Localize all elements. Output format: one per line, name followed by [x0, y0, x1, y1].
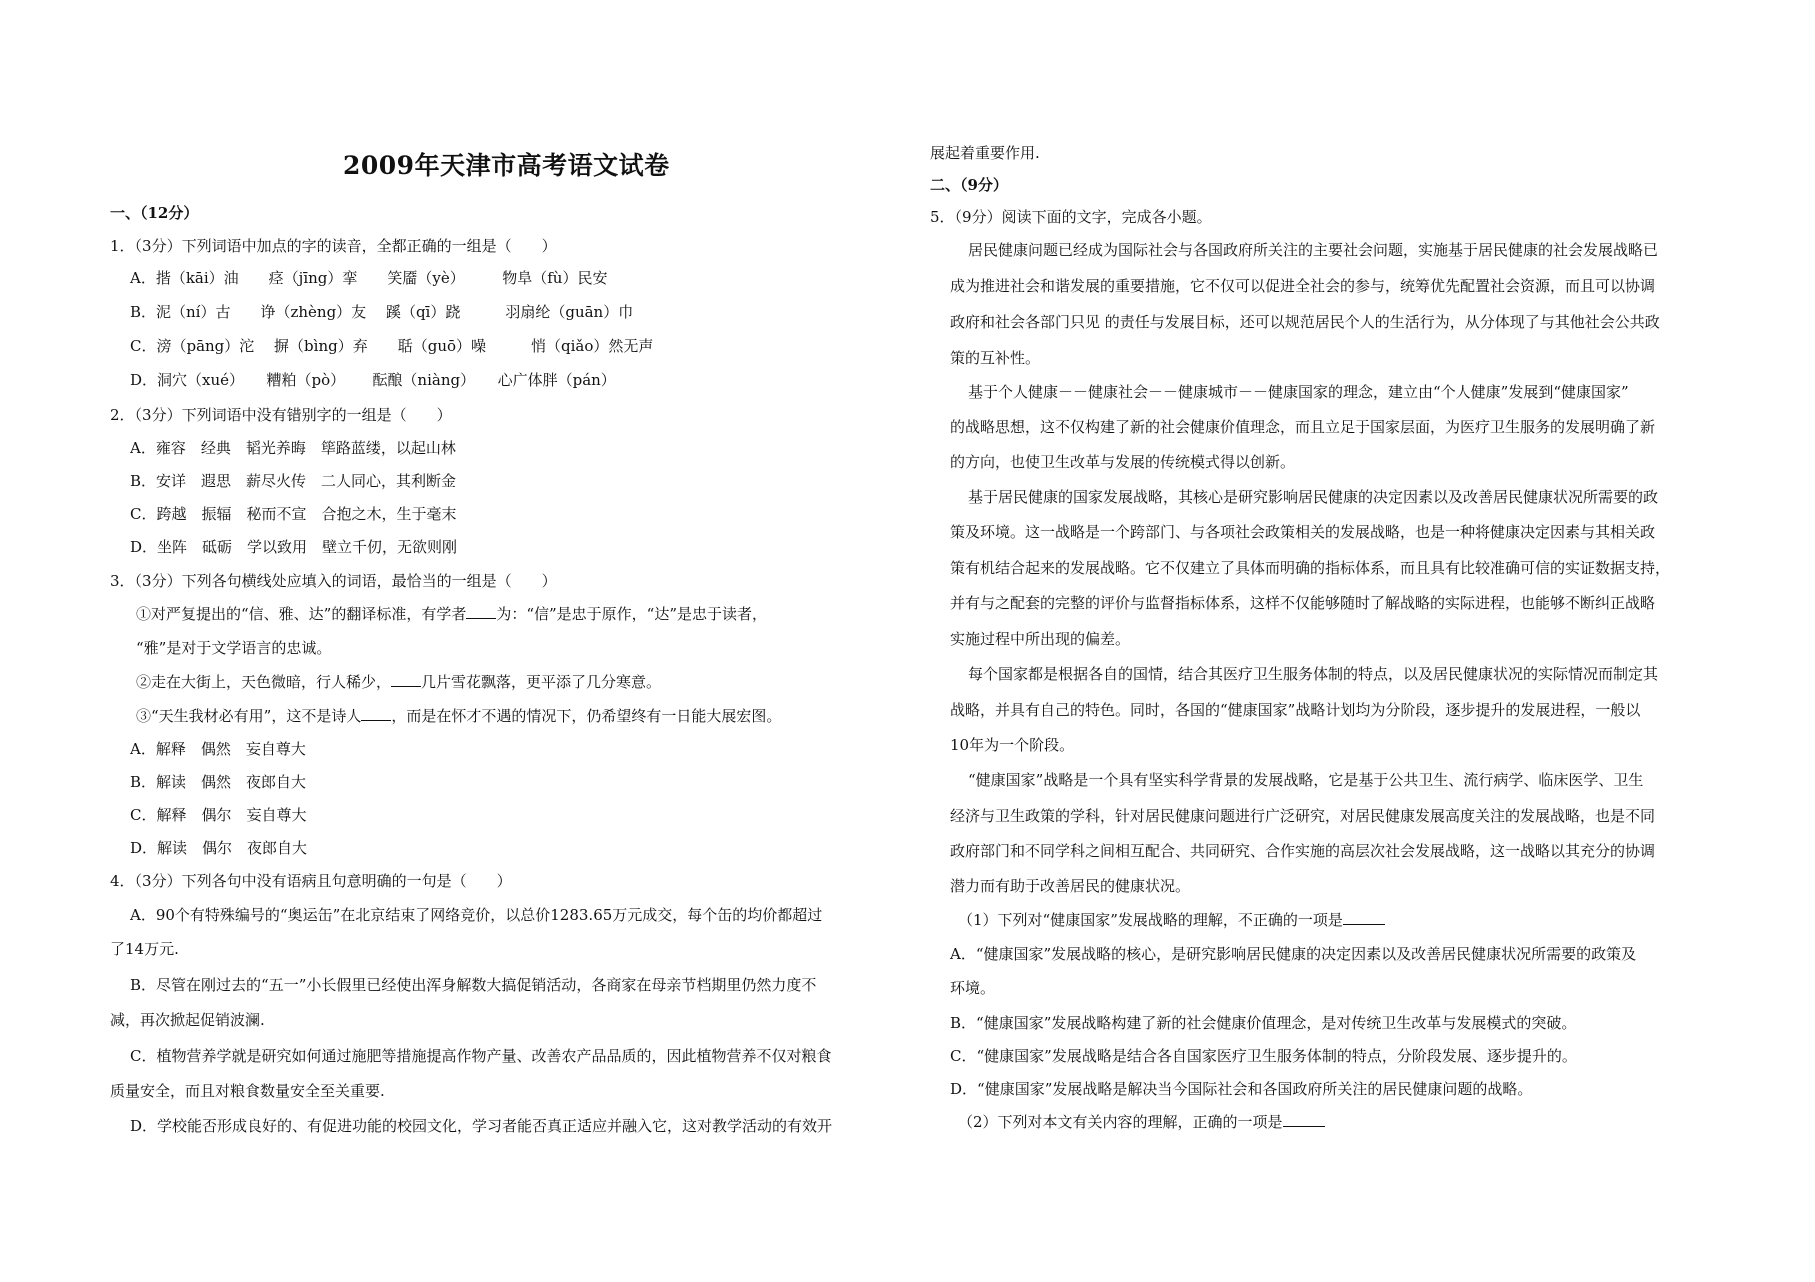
question-5-stem: 5．（9分）阅读下面的文字，完成各小题。: [930, 208, 1212, 226]
answer-blank-2: [1283, 1112, 1325, 1127]
answer-blank-1: [1343, 910, 1385, 925]
page-title: 2009年天津市高考语文试卷: [343, 151, 670, 180]
question-3-stem: 3．（3分）下列各句横线处应填入的词语，最恰当的一组是（ ）: [110, 572, 557, 590]
question-3-sentence-2: [136, 672, 661, 692]
sub-question-1-option-a-line-1: A．“健康国家”发展战略的核心，是研究影响居民健康的决定因素以及改善居民健康状况所需要的政策及: [950, 945, 1637, 963]
sub-question-1-text: （1）下列对“健康国家”发展战略的理解，不正确的一项是: [958, 911, 1343, 929]
passage-p4-line-1: 每个国家都是根据各自的国情，结合其医疗卫生服务体制的特点，以及居民健康状况的实际情况而制定其: [968, 665, 1659, 683]
question-3-option-d: D．解读 偶尔 夜郎自大: [130, 839, 308, 857]
question-4-option-b-line-2: 减，再次掀起促销波澜.: [110, 1011, 265, 1029]
passage-p3-line-4: 并有与之配套的完整的评价与监督指标体系，这样不仅能够随时了解战略的实际进程，也能够不断纠正战略: [950, 594, 1656, 612]
passage-p3-line-2: 策及环境。这一战略是一个跨部门、与各项社会政策相关的发展战略，也是一种将健康决定因素与其相关政: [950, 523, 1656, 541]
passage-p1-line-2: 成为推进社会和谐发展的重要措施，它不仅可以促进全社会的参与，统筹优先配置社会资源，而且可以协调: [950, 277, 1656, 295]
question-3-option-c: C．解释 偶尔 妄自尊大: [130, 806, 307, 824]
passage-p1-line-4: 策的互补性。: [950, 349, 1041, 367]
question-3-sentence-3: [136, 706, 781, 726]
section-heading-2: 二、（9分）: [930, 176, 1008, 194]
question-2-option-b: B．安详 遐思 薪尽火传 二人同心，其利断金: [130, 472, 457, 490]
sentence-2-before-blank: ②走在大街上，天色微暗，行人稀少，: [136, 673, 392, 691]
sub-question-1-option-b: B．“健康国家”发展战略构建了新的社会健康价值理念，是对传统卫生改革与发展模式的突破。: [950, 1014, 1577, 1032]
passage-p5-line-3: 政府部门和不同学科之间相互配合、共同研究、合作实施的高层次社会发展战略，这一战略以其充分的协调: [950, 842, 1656, 860]
sub-question-1-stem: [958, 910, 1385, 930]
question-1-stem: 1．（3分）下列词语中加点的字的读音，全都正确的一组是（ ）: [110, 237, 557, 255]
question-2-option-d: D．坐阵 砥砺 学以致用 壁立千仞，无欲则刚: [130, 538, 458, 556]
sub-question-2-text: （2）下列对本文有关内容的理解，正确的一项是: [958, 1113, 1283, 1131]
passage-p5-line-2: 经济与卫生政策的学科，针对居民健康问题进行广泛研究，对居民健康发展高度关注的发展战略，也是不同: [950, 807, 1656, 825]
passage-p5-line-1: “健康国家”战略是一个具有坚实科学背景的发展战略，它是基于公共卫生、流行病学、临床医学、卫生: [968, 771, 1644, 789]
sub-question-1-option-a-line-2: 环境。: [950, 979, 996, 997]
passage-p5-line-4: 潜力而有助于改善居民的健康状况。: [950, 877, 1191, 895]
question-3-option-b: B．解读 偶然 夜郎自大: [130, 773, 307, 791]
passage-p4-line-2: 战略，并具有自己的特色。同时，各国的“健康国家”战略计划均为分阶段，逐步提升的发展进程，一般以: [950, 701, 1641, 719]
sub-question-1-option-c: C．“健康国家”发展战略是结合各自国家医疗卫生服务体制的特点，分阶段发展、逐步提升的。: [950, 1047, 1577, 1065]
question-4-option-d-continuation: 展起着重要作用.: [930, 144, 1040, 162]
question-2-option-c: C．跨越 振辐 秘而不宣 合抱之木，生于毫末: [130, 505, 457, 523]
sentence-3-after-blank: ，而是在怀才不遇的情况下，仍希望终有一日能大展宏图。: [391, 707, 782, 725]
question-4-option-b-line-1: B．尽管在刚过去的“五一”小长假里已经使出浑身解数大搞促销活动，各商家在母亲节档期里仍然力度不: [130, 976, 817, 994]
passage-p1-line-1: 居民健康问题已经成为国际社会与各国政府所关注的主要社会问题，实施基于居民健康的社会发展战略已: [968, 241, 1659, 259]
passage-p1-line-3: 政府和社会各部门只见 的责任与发展目标，还可以规范居民个人的生活行为，从分体现了与其他社会公共政: [950, 313, 1660, 331]
sentence-1-before-blank: ①对严复提出的“信、雅、达”的翻译标准，有学者: [136, 605, 467, 623]
question-1-option-b: B．泥（ní）古 诤（zhèng）友 蹊（qī）跷 羽扇纶（guān）巾: [130, 303, 634, 321]
question-2-stem: 2．（3分）下列词语中没有错别字的一组是（ ）: [110, 406, 452, 424]
sentence-3-before-blank: ③“天生我材必有用”，这不是诗人: [136, 707, 362, 725]
sub-question-1-option-d: D．“健康国家”发展战略是解决当今国际社会和各国政府所关注的居民健康问题的战略。: [950, 1080, 1533, 1098]
question-2-option-a: A．雍容 经典 韬光养晦 筚路蓝缕，以起山林: [130, 439, 456, 457]
question-3-sentence-1: [136, 604, 767, 624]
question-3-option-a: A．解释 偶然 妄自尊大: [130, 740, 306, 758]
question-4-stem: 4．（3分）下列各句中没有语病且句意明确的一句是（ ）: [110, 872, 512, 890]
section-heading-1: 一、（12分）: [110, 204, 199, 222]
sub-question-2-stem: [958, 1112, 1325, 1132]
passage-p2-line-1: 基于个人健康－－健康社会－－健康城市－－健康国家的理念，建立由“个人健康”发展到“健康国家”: [968, 383, 1629, 401]
question-3-sentence-1-cont: “雅”是对于文学语言的忠诚。: [136, 639, 332, 657]
fill-blank-1: [466, 604, 496, 619]
fill-blank-3: [361, 706, 391, 721]
passage-p3-line-3: 策有机结合起来的发展战略。它不仅建立了具体而明确的指标体系，而且具有比较准确可信的实证数据支持，: [950, 559, 1671, 577]
passage-p2-line-2: 的战略思想，这不仅构建了新的社会健康价值理念，而且立足于国家层面，为医疗卫生服务的发展明确了新: [950, 418, 1656, 436]
question-1-option-a: A．揩（kāi）油 痉（jīng）挛 笑靥（yè） 物阜（fù）民安: [130, 269, 608, 287]
question-1-option-c: C．滂（pāng）沱 摒（bìng）弃 聒（guō）噪 悄（qiǎo）然无声: [130, 337, 654, 355]
question-4-option-a-line-1: A．90个有特殊编号的“奥运缶”在北京结束了网络竞价，以总价1283.65万元成交，每个缶的均价都超过: [130, 906, 823, 924]
passage-p2-line-3: 的方向，也使卫生改革与发展的传统模式得以创新。: [950, 453, 1296, 471]
passage-p3-line-1: 基于居民健康的国家发展战略，其核心是研究影响居民健康的决定因素以及改善居民健康状况所需要的政: [968, 488, 1659, 506]
passage-p3-line-5: 实施过程中所出现的偏差。: [950, 630, 1131, 648]
question-4-option-a-line-2: 了14万元.: [110, 940, 179, 958]
question-4-option-d-line-1: D．学校能否形成良好的、有促进功能的校园文化，学习者能否真正适应并融入它，这对教学活动的有效开: [130, 1117, 833, 1135]
question-4-option-c-line-1: C．植物营养学就是研究如何通过施肥等措施提高作物产量、改善农产品品质的，因此植物营养不仅对粮食: [130, 1047, 832, 1065]
question-1-option-d: D．洞穴（xué） 糟粕（pò） 酝酿（niàng） 心广体胖（pán）: [130, 371, 616, 389]
passage-p4-line-3: 10年为一个阶段。: [950, 736, 1075, 754]
sentence-1-after-blank: 为：“信”是忠于原作，“达”是忠于读者，: [496, 605, 768, 623]
question-4-option-c-line-2: 质量安全，而且对粮食数量安全至关重要.: [110, 1082, 385, 1100]
fill-blank-2: [391, 672, 421, 687]
sentence-2-after-blank: 几片雪花飘落，更平添了几分寒意。: [421, 673, 662, 691]
